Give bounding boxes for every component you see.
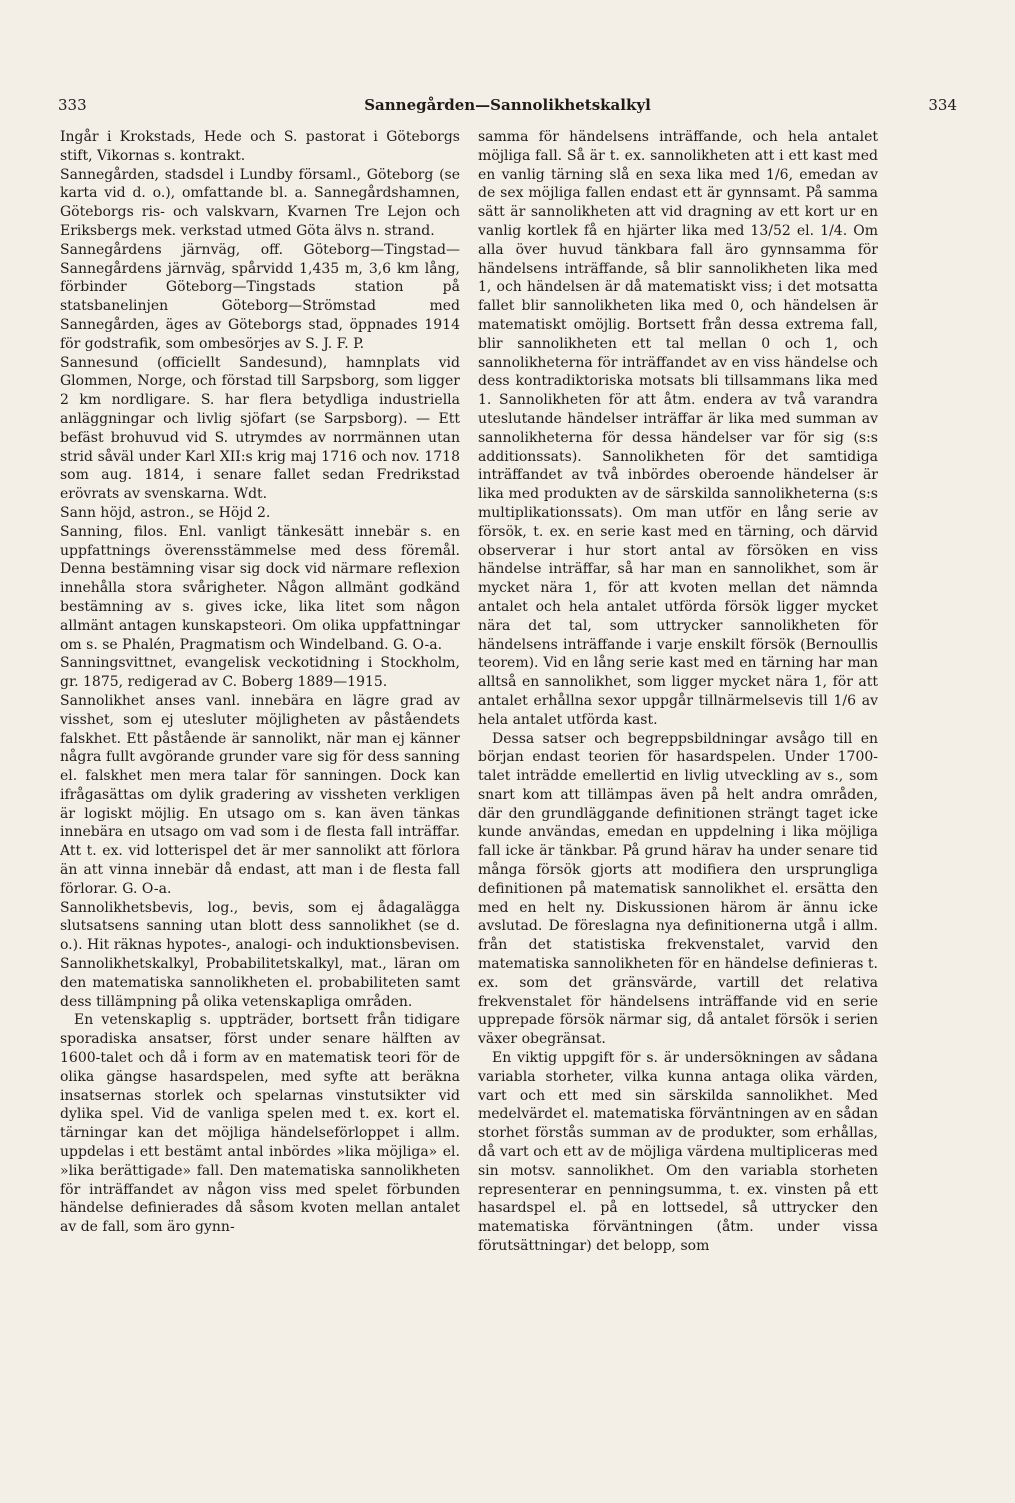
- entry-continuation: Ingår i Krokstads, Hede och S. pastorat i Göteborgs stift, Vikornas s. kontrakt.: [60, 129, 460, 164]
- entry-sannegarden: Sannegården, stadsdel i Lundby församl., Göteborg (se karta vid d. o.), omfattande bl. a. Sannegårdshamnen, Göteborgs ris- och valskvarn, Kvarnen Tre Lejon och Eriksbergs mek. verkstad utmed Göta älvs n. strand.: [60, 166, 460, 239]
- entry-sannolikhetsbevis: Sannolikhetsbevis, log., bevis, som ej ådagalägga slutsatsens sanning utan blott dess sannolikhet (se d. o.). Hit räknas hypotes-, analogi- och induktionsbevisen.: [60, 899, 460, 954]
- entry-sannolikhet: Sannolikhet anses vanl. innebära en lägre grad av visshet, som ej utesluter möjligheten av påståendets falskhet. Ett påstående är sannolikt, när man ej känner några fullt avgörande grunder vare sig för dess sanning el. falskhet men mera talar för sanningen. Dock kan ifrågasättas om dylik gradering av vissheten verkligen är logiskt möjlig. En utsago om s. kan även tänkas innebära en utsago om vad som i de flesta fall inträffar. Att t. ex. vid lotterispel det är mer sannolikt att förlora än att vinna innebär då endast, att man i de flesta fall förlorar. G. O-a.: [60, 692, 460, 897]
- entry-sannesund: Sannesund (officiellt Sandesund), hamnplats vid Glommen, Norge, och förstad till Sarpsborg, som ligger 2 km nordligare. S. har flera betydliga industriella anläggningar och livlig sjöfart (se Sarpsborg). — Ett befäst brohuvud vid S. utrymdes av norrmännen utan strid såväl under Karl XII:s krig maj 1716 och nov. 1718 som aug. 1814, i senare fallet sedan Fredrikstad erövrats av svenskarna. Wdt.: [60, 354, 460, 503]
- right-column: [478, 128, 878, 1256]
- entry-sannegardens-jarnvag: Sannegårdens järnväg, off. Göteborg—Tingstad—Sannegårdens järnväg, spårvidd 1,435 m, 3,6 km lång, förbinder Göteborg—Tingstads station på statsbanelinjen Göteborg—Strömstad med Sannegården, äges av Göteborgs stad, öppnades 1914 för godstrafik, som ombesörjes av S. J. F. P.: [60, 241, 460, 352]
- entry-sannolikhetskalkyl: Sannolikhetskalkyl, Probabilitetskalkyl, mat., läran om den matematiska sannolikheten el. probabiliteten samt dess tillämpning på olika vetenskapliga områden.: [60, 956, 460, 1010]
- running-title: Sannegården—Sannolikhetskalkyl: [364, 96, 651, 114]
- paragraph: samma för händelsens inträffande, och hela antalet möjliga fall. Så är t. ex. sannolikheten att i ett kast med en vanlig tärning slå en sexa lika med 1/6, emedan av de sex möjliga fallen endast ett är gynnsamt. På samma sätt är sannolikheten att vid dragning av ett kort ur en vanlig kortlek få en hjärter lika med 13/52 el. 1/4. Om alla över huvud tänkbara fall äro gynnsamma för händelsens inträffande, så blir sannolikheten lika med 1, och händelsen är då matematiskt viss; i det motsatta fallet blir sannolikheten lika med 0, och händelsen är matematiskt omöjlig. Bortsett från dessa extrema fall, blir sannolikheten ett tal mellan 0 och 1, och sannolikheterna för inträffandet av en viss händelse och dess kontradiktoriska motsats bli tillsammans lika med 1. Sannolikheten för att åtm. endera av två varandra uteslutande händelser inträffar är lika med summan av sannolikheterna för dessa händelser var för sig (s:s additionssats). Sannolikheten för det samtidiga inträffandet av två inbördes oberoende händelser är lika med produkten av de särskilda sannolikheterna (s:s multiplikationssats). Om man utför en lång serie av försök, t. ex. en serie kast med en tärning, och därvid observerar i hur stort antal av försöken en viss händelse inträffar, så har man en sannolikhet, som är mycket nära 1, för att kvoten mellan det nämnda antalet och hela antalet utförda försök ligger mycket nära det tal, som uttrycker sannolikheten för händelsens inträffande i varje enskilt försök (Bernoullis teorem). Vid en lång serie kast med en tärning har man alltså en sannolikhet, som ligger mycket nära 1, för att antalet erhållna sexor uppgår tillnärmelsevis till 1/6 av hela antalet utförda kast.: [478, 129, 878, 728]
- page-number-right: 334: [928, 96, 957, 114]
- entry-sanningsvittnet: Sanningsvittnet, evangelisk veckotidning i Stockholm, gr. 1875, redigerad av C. Boberg 1889—1915.: [60, 655, 460, 691]
- entry-sann-hojd: Sann höjd, astron., se Höjd 2.: [60, 504, 271, 521]
- left-column: [60, 128, 460, 1237]
- paragraph: Dessa satser och begreppsbildningar avsågo till en början endast teorien för hasardspelen. Under 1700-talet inträdde emellertid en livlig utveckling av s., som snart kom att tillämpas även på helt andra områden, där den grundläggande definitionen strängt taget icke kunde användas, emedan en uppdelning i lika möjliga fall icke är tänkbar. På grund härav ha under senare tid många försök gjorts att modifiera den ursprungliga definitionen på matematisk sannolikhet el. ersätta den med en helt ny. Diskussionen härom är ännu icke avslutad. De föreslagna nya definitionerna utgå i allm. från det statistiska frekvenstalet, varvid den matematiska sannolikheten för en händelse definieras t. ex. som det gränsvärde, vartill det relativa frekvenstalet för händelsens inträffande vid en serie upprepade försök närmar sig, då antalet försök i serien växer obegränsat.: [478, 730, 878, 1048]
- paragraph: En vetenskaplig s. uppträder, bortsett från tidigare sporadiska ansatser, först under senare hälften av 1600-talet och då i form av en matematisk teori för de olika gängse hasardspelen, med syfte att beräkna insatsernas storlek och spelarnas vinstutsikter vid dylika spel. Vid de vanliga spelen med t. ex. kort el. tärningar kan det möjliga händelseförloppet i allm. uppdelas i ett bestämt antal inbördes »lika möjliga» el. »lika berättigade» fall. Den matematiska sannolikheten för inträffandet av någon viss med spelet förbunden händelse definierades då såsom kvoten mellan antalet av de fall, som äro gynn-: [60, 1012, 460, 1236]
- page-header: [58, 96, 957, 116]
- entry-sanning: Sanning, filos. Enl. vanligt tänkesätt innebär s. en uppfattnings överensstämmelse med dess föremål. Denna bestämning visar sig dock vid närmare reflexion innehålla stora svårigheter. Någon allmänt godkänd bestämning av s. gives icke, lika litet som någon allmänt antagen kunskapsteori. Om olika uppfattningar om s. se Phalén, Pragmatism och Windelband. G. O-a.: [60, 523, 460, 653]
- paragraph: En viktig uppgift för s. är undersökningen av sådana variabla storheter, vilka kunna antaga olika värden, vart och ett med sin särskilda sannolikhet. Med medelvärdet el. matematiska förväntningen av en sådan storhet förstås summan av de produkter, som erhållas, då vart och ett av de möjliga värdena multipliceras med sin motsv. sannolikhet. Om den variabla storheten representerar en penningsumma, t. ex. vinsten på ett hasardspel el. på en lottsedel, så uttrycker den matematiska förväntningen (åtm. under vissa förutsättningar) det belopp, som: [478, 1050, 878, 1255]
- page-number-left: 333: [58, 96, 87, 114]
